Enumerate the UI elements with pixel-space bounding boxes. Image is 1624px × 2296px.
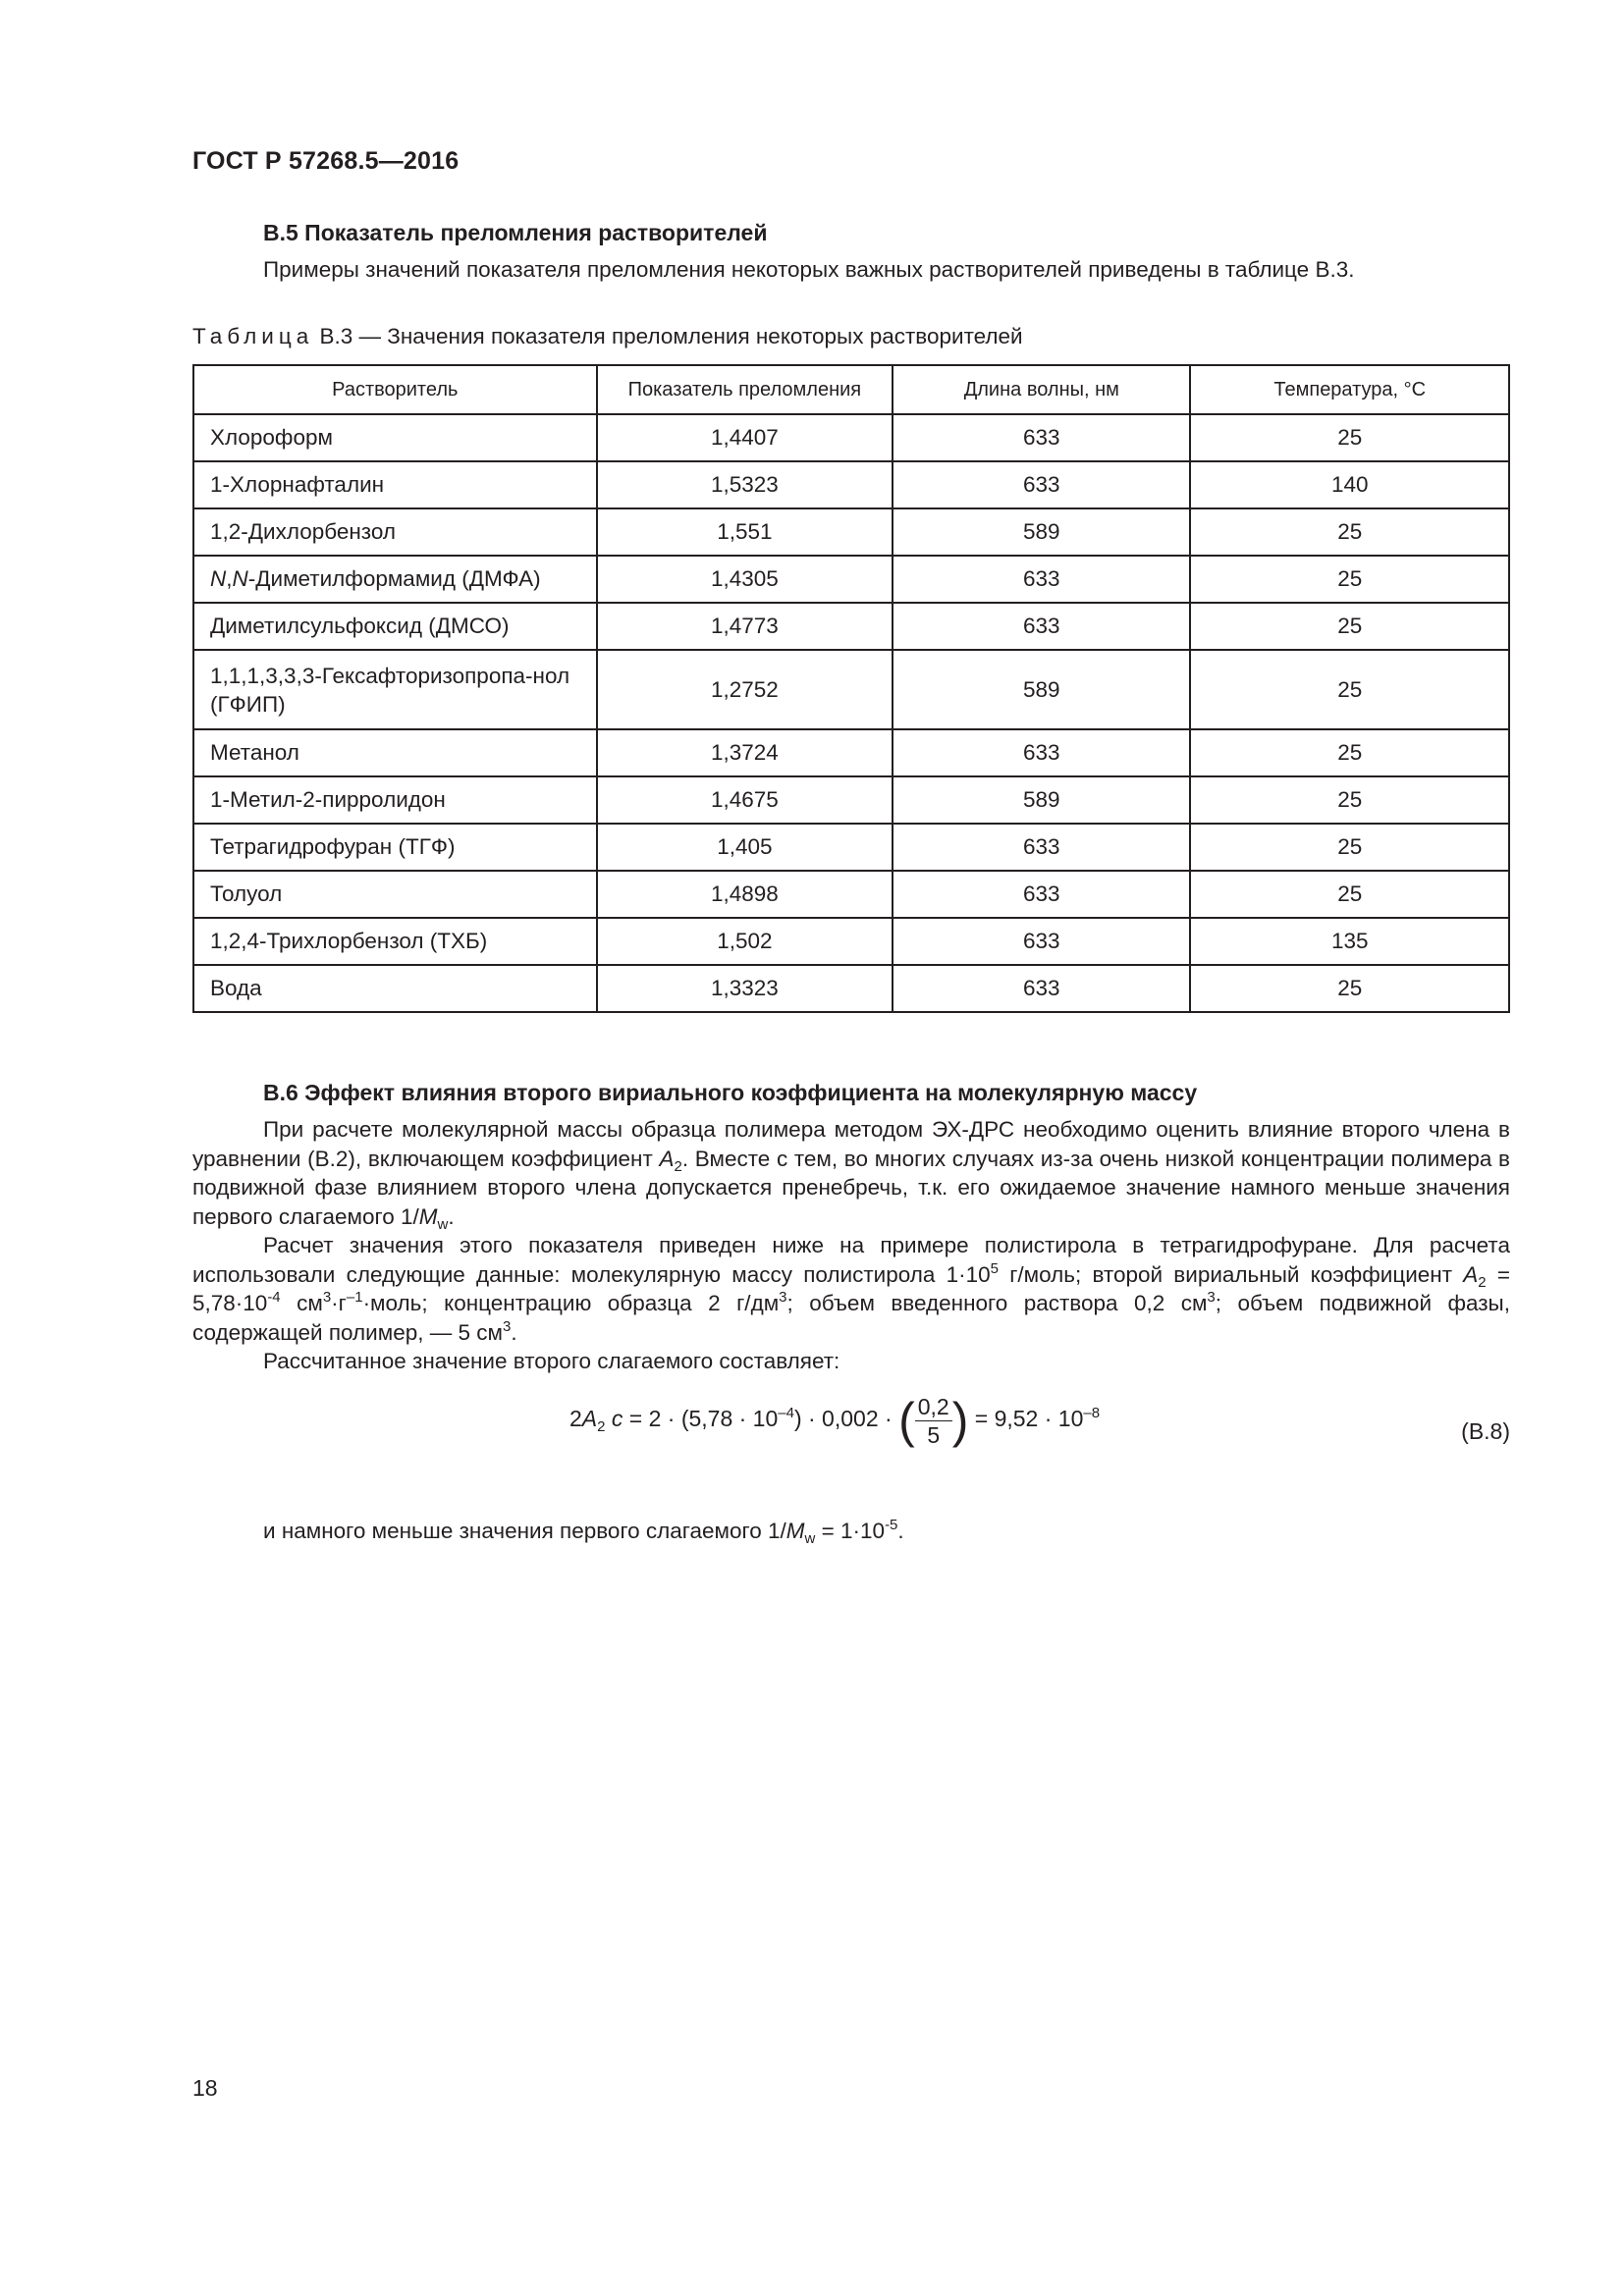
table-row: [193, 871, 1509, 918]
section-b6-paragraph-4: [263, 1517, 1581, 1546]
section-b6-title: В.6 Эффект влияния второго вириального коэффициента на молекулярную массу: [263, 1080, 1198, 1105]
solvent-name-italic-part: N: [232, 566, 248, 591]
refractive-index-table: [192, 364, 1510, 1013]
index-cell: 1,4898: [597, 871, 893, 918]
fraction-numerator: 0,2: [915, 1393, 952, 1421]
temperature-cell: 25: [1190, 556, 1509, 603]
temperature-cell: 25: [1190, 824, 1509, 871]
symbol-m: M: [418, 1203, 438, 1229]
fraction-denominator: 5: [927, 1421, 941, 1448]
wavelength-cell: 589: [893, 776, 1190, 824]
temperature-cell: 25: [1190, 414, 1509, 461]
index-cell: 1,5323: [597, 461, 893, 508]
formula-text: 2: [569, 1406, 582, 1432]
superscript: 3: [502, 1317, 512, 1335]
subscript: w: [437, 1215, 449, 1233]
index-cell: 1,405: [597, 824, 893, 871]
paragraph-text: ·г: [331, 1291, 347, 1315]
wavelength-cell: 633: [893, 871, 1190, 918]
solvent-cell: Хлороформ: [193, 414, 597, 461]
index-cell: 1,551: [597, 508, 893, 556]
temperature-cell: 25: [1190, 965, 1509, 1012]
section-b5-title: В.5 Показатель преломления растворителей: [263, 220, 768, 245]
paragraph-text: = 1·10: [815, 1519, 886, 1543]
paragraph-text: ; объем введенного раствора 0,2 см: [786, 1291, 1208, 1315]
temperature-cell: 25: [1190, 603, 1509, 650]
index-cell: 1,4773: [597, 603, 893, 650]
wavelength-cell: 633: [893, 824, 1190, 871]
superscript: 5: [990, 1259, 999, 1277]
superscript: 3: [1207, 1289, 1216, 1306]
table-row: [193, 414, 1509, 461]
wavelength-cell: 633: [893, 461, 1190, 508]
solvent-cell: N,N-Диметилформамид (ДМФА): [193, 556, 597, 603]
formula-b8: [569, 1392, 1100, 1449]
wavelength-cell: 633: [893, 603, 1190, 650]
wavelength-cell: 633: [893, 965, 1190, 1012]
paragraph-text: г/моль; второй вириальный коэффициент: [999, 1261, 1464, 1287]
section-b6-paragraph-3: [192, 1347, 1510, 1376]
page-number: 18: [192, 2075, 218, 2101]
solvent-name-italic-part: N: [210, 566, 227, 591]
paragraph-text: . Вместе с тем, во многих случаях из-за очень низкой концентрации полимера в подвижной фазе влиянием второго члена допускается пренебречь, т.к. его ожидаемое значение намного меньше значения первого слагаемого 1/: [192, 1146, 1510, 1229]
document-header: ГОСТ Р 57268.5—2016: [192, 147, 460, 175]
solvent-cell: 1-Хлорнафталин: [193, 461, 597, 508]
temperature-cell: 25: [1190, 508, 1509, 556]
index-cell: 1,4305: [597, 556, 893, 603]
table-caption: [192, 324, 1023, 349]
paragraph-text: .: [511, 1319, 517, 1345]
table-header-row: [193, 365, 1509, 414]
table-caption-word: Таблица: [192, 324, 314, 348]
index-cell: 1,3323: [597, 965, 893, 1012]
paragraph-text: см: [280, 1291, 323, 1315]
solvent-cell: 1,2,4-Трихлорбензол (ТХБ): [193, 918, 597, 965]
formula-text: = 2 · (5,78 · 10: [623, 1406, 779, 1432]
paragraph-text: Расчет значения этого показателя приведен ниже на примере полистирола в тетрагидрофуране. Для расчета использовали следующие данные: молекулярную массу полистирола 1·10: [192, 1233, 1510, 1287]
solvent-cell: 1,1,1,3,3,3-Гексафторизопропа-нол (ГФИП): [193, 650, 597, 729]
table-row: [193, 508, 1509, 556]
period: .: [897, 1519, 904, 1543]
index-cell: 1,502: [597, 918, 893, 965]
superscript: -4: [267, 1289, 281, 1306]
paragraph-text: Рассчитанное значение второго слагаемого составляет:: [263, 1349, 840, 1373]
paragraph-text: ; объем подвижной фазы, содержащей полимер, — 5 см: [192, 1291, 1510, 1345]
table-row: [193, 461, 1509, 508]
subscript: w: [804, 1530, 816, 1547]
index-cell: 1,3724: [597, 729, 893, 776]
temperature-cell: 25: [1190, 776, 1509, 824]
solvent-cell: Тетрагидрофуран (ТГФ): [193, 824, 597, 871]
fraction: ( $\frac{0,2}{5}$ ): [898, 1393, 969, 1448]
wavelength-cell: 589: [893, 650, 1190, 729]
wavelength-cell: 633: [893, 729, 1190, 776]
paragraph-text: = 5,78·10: [192, 1261, 1510, 1315]
table-row: [193, 918, 1509, 965]
table-row: [193, 824, 1509, 871]
wavelength-cell: 589: [893, 508, 1190, 556]
paragraph-text: При расчете молекулярной массы образца полимера методом ЭХ-ДРС необходимо оценить влияние второго члена в уравнении (В.2), включающем коэффициент: [192, 1117, 1510, 1171]
solvent-cell: 1,2-Дихлорбензол: [193, 508, 597, 556]
table-row: [193, 556, 1509, 603]
wavelength-cell: 633: [893, 918, 1190, 965]
table-row: [193, 650, 1509, 729]
section-b6-paragraph-1: [192, 1115, 1510, 1231]
wavelength-cell: 633: [893, 414, 1190, 461]
column-header: Показатель преломления: [597, 365, 893, 414]
temperature-cell: 25: [1190, 650, 1509, 729]
solvent-cell: Вода: [193, 965, 597, 1012]
temperature-cell: 135: [1190, 918, 1509, 965]
subscript: 2: [1478, 1273, 1487, 1291]
superscript: -5: [885, 1517, 898, 1533]
superscript: 3: [779, 1289, 787, 1306]
superscript: –8: [1083, 1405, 1101, 1422]
subscript: 2: [674, 1157, 682, 1175]
temperature-cell: 25: [1190, 729, 1509, 776]
temperature-cell: 140: [1190, 461, 1509, 508]
temperature-cell: 25: [1190, 871, 1509, 918]
paragraph-text: и намного меньше значения первого слагаемого 1/: [263, 1519, 786, 1543]
table-row: [193, 729, 1509, 776]
index-cell: 1,4675: [597, 776, 893, 824]
superscript: –1: [346, 1289, 363, 1306]
formula-text: ) · 0,002 ·: [793, 1406, 899, 1432]
section-b5-text: Примеры значений показателя преломления некоторых важных растворителей приведены в таблице В.3.: [263, 257, 1355, 282]
solvent-cell: Диметилсульфоксид (ДМСО): [193, 603, 597, 650]
column-header: Растворитель: [193, 365, 597, 414]
superscript: –4: [778, 1405, 794, 1422]
column-header: Длина волны, нм: [893, 365, 1190, 414]
column-header: Температура, °С: [1190, 365, 1509, 414]
index-cell: 1,4407: [597, 414, 893, 461]
formula-text: = 9,52 · 10: [968, 1406, 1084, 1432]
table-caption-text: В.3 — Значения показателя преломления некоторых растворителей: [319, 324, 1023, 348]
solvent-cell: 1-Метил-2-пирролидон: [193, 776, 597, 824]
superscript: 3: [322, 1289, 332, 1306]
table-row: [193, 776, 1509, 824]
period: .: [448, 1203, 455, 1229]
equation-number: (В.8): [1461, 1418, 1510, 1444]
solvent-cell: Толуол: [193, 871, 597, 918]
section-b6-paragraph-2: [192, 1231, 1510, 1347]
wavelength-cell: 633: [893, 556, 1190, 603]
symbol-m: M: [785, 1519, 805, 1543]
symbol-a: A: [659, 1146, 675, 1171]
symbol-a: A: [1463, 1261, 1479, 1287]
table-row: [193, 965, 1509, 1012]
symbol-a: A: [581, 1406, 598, 1432]
solvent-name-rest: -Диметилформамид (ДМФА): [247, 566, 541, 591]
index-cell: 1,2752: [597, 650, 893, 729]
paragraph-text: ·моль; концентрацию образца 2 г/дм: [362, 1291, 780, 1315]
solvent-cell: Метанол: [193, 729, 597, 776]
symbol-c: c: [605, 1406, 623, 1432]
subscript: 2: [597, 1418, 606, 1436]
table-row: [193, 603, 1509, 650]
